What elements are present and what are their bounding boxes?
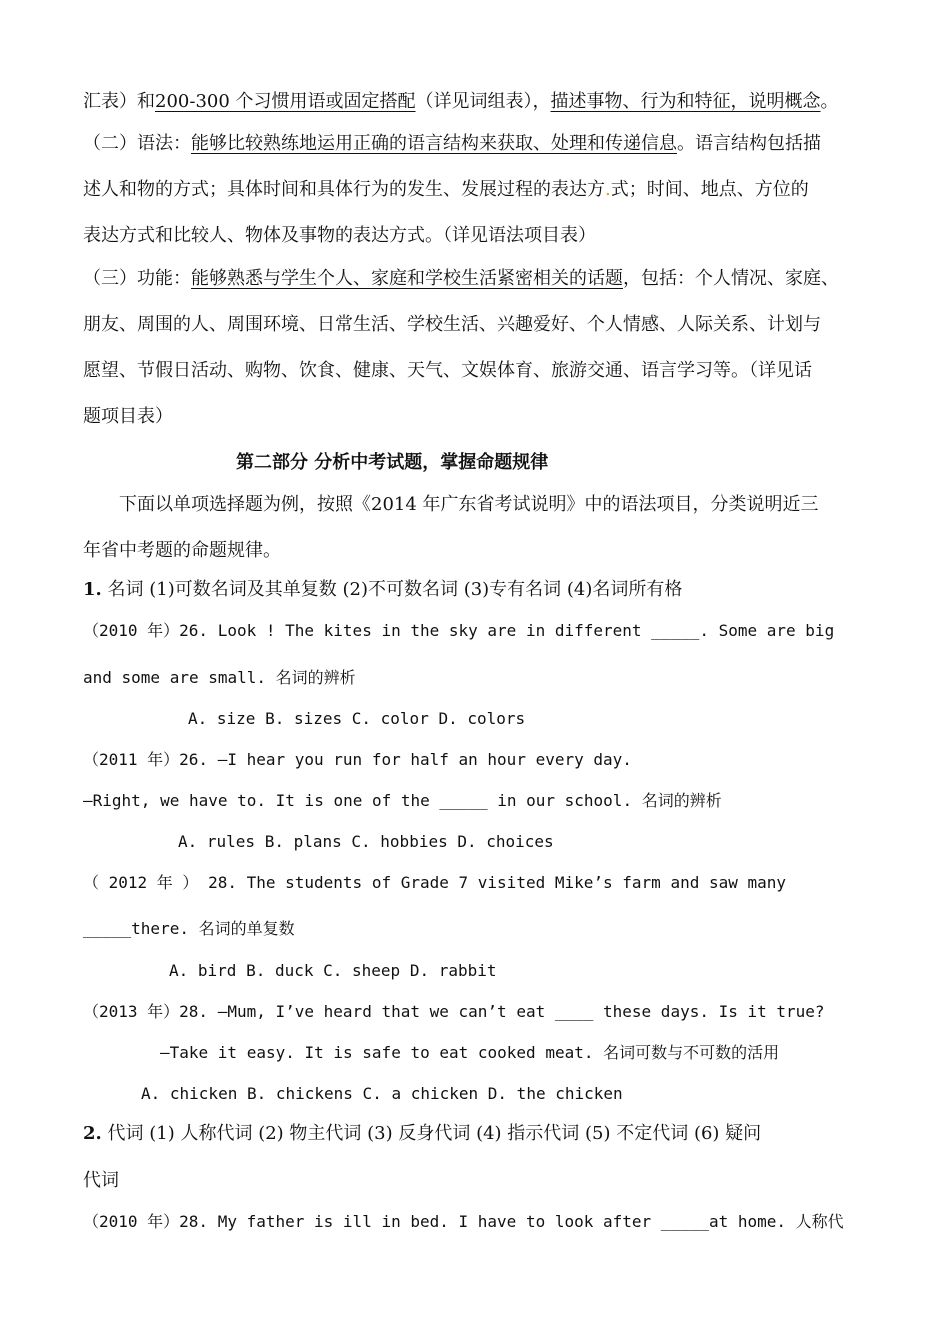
q2013-line-1: （2013 年）28. —Mum, I’ve heard that we can’t eat ____ these days. Is it true?: [83, 1002, 825, 1021]
vocab-line: [83, 89, 839, 115]
q2010-options: A. size B. sizes C. color D. colors: [188, 709, 526, 728]
item1-number: 1.: [83, 579, 102, 600]
grammar-goal: 能够比较熟练地运用正确的语言结构来获取、处理和传递信息: [191, 133, 677, 154]
q2012-line-2: _____there. 名词的单复数: [83, 919, 295, 938]
vocab-describe-goal: 描述事物、行为和特征，说明概念: [550, 91, 821, 112]
item2-number: 2.: [83, 1123, 102, 1144]
function-line-4: 题项目表）: [83, 406, 173, 427]
function-line-3: 愿望、节假日活动、购物、饮食、健康、天气、文娱体育、旅游交通、语言学习等。（详见话: [83, 360, 812, 381]
vocab-phrase-count: 200-300 个习惯用语或固定搭配: [155, 91, 416, 112]
q2012-line-1: （ 2012 年 ） 28. The students of Grade 7 visited Mike’s farm and saw many: [83, 873, 787, 892]
q2010-line-1: （2010 年）26. Look ! The kites in the sky are in different _____. Some are big: [83, 621, 835, 640]
function-rest: ，包括：个人情况、家庭、: [623, 268, 839, 289]
function-line-1: [83, 266, 839, 292]
function-line-2: 朋友、周围的人、周围环境、日常生活、学校生活、兴趣爱好、个人情感、人际关系、计划与: [83, 314, 821, 335]
section-para-1: 下面以单项选择题为例，按照《2014 年广东省考试说明》中的语法项目，分类说明近三: [119, 494, 819, 515]
item1-heading: [83, 577, 682, 603]
item2-q2010-line-1: （2010 年）28. My father is ill in bed. I have to look after _____at home. 人称代: [83, 1212, 844, 1231]
function-goal: 能够熟悉与学生个人、家庭和学校生活紧密相关的话题: [191, 268, 623, 289]
vocab-phrase-note: （详见词组表），: [415, 91, 551, 112]
grammar-lead: （二）语法：: [83, 133, 191, 154]
item2-title: 代词 (1) 人称代词 (2) 物主代词 (3) 反身代词 (4) 指示代词 (5) 不定代词 (6) 疑问: [107, 1123, 762, 1144]
section-title: 第二部分 分析中考试题，掌握命题规律: [236, 452, 549, 473]
vocab-line-end: 。: [820, 91, 839, 112]
function-lead: （三）功能：: [83, 268, 191, 289]
q2010-line-2: and some are small. 名词的辨析: [83, 668, 356, 687]
grammar-line-2b: 式；时间、地点、方位的: [610, 179, 809, 200]
q2011-line-2: —Right, we have to. It is one of the _____ in our school. 名词的辨析: [83, 791, 722, 810]
q2011-line-1: （2011 年）26. —I hear you run for half an hour every day.: [83, 750, 632, 769]
item2-heading-2: 代词: [83, 1170, 119, 1191]
q2011-options: A. rules B. plans C. hobbies D. choices: [178, 832, 554, 851]
grammar-rest: 。语言结构包括描: [677, 133, 821, 154]
item2-heading: [83, 1121, 761, 1147]
grammar-line-3: 表达方式和比较人、物体及事物的表达方式。（详见语法项目表）: [83, 225, 596, 246]
section-para-2: 年省中考题的命题规律。: [83, 540, 281, 561]
q2013-options: A. chicken B. chickens C. a chicken D. the chicken: [141, 1084, 623, 1103]
grammar-line-2a: 述人和物的方式；具体时间和具体行为的发生、发展过程的表达方: [83, 179, 605, 200]
vocab-line-start: 汇表）和: [83, 91, 155, 112]
item1-title: 名词 (1)可数名词及其单复数 (2)不可数名词 (3)专有名词 (4)名词所有格: [107, 579, 683, 600]
grammar-line-1: [83, 131, 821, 157]
q2012-options: A. bird B. duck C. sheep D. rabbit: [169, 961, 497, 980]
q2013-line-2: —Take it easy. It is safe to eat cooked meat. 名词可数与不可数的活用: [160, 1043, 780, 1062]
grammar-line-2: [83, 177, 809, 203]
stray-dot: .: [605, 179, 611, 200]
